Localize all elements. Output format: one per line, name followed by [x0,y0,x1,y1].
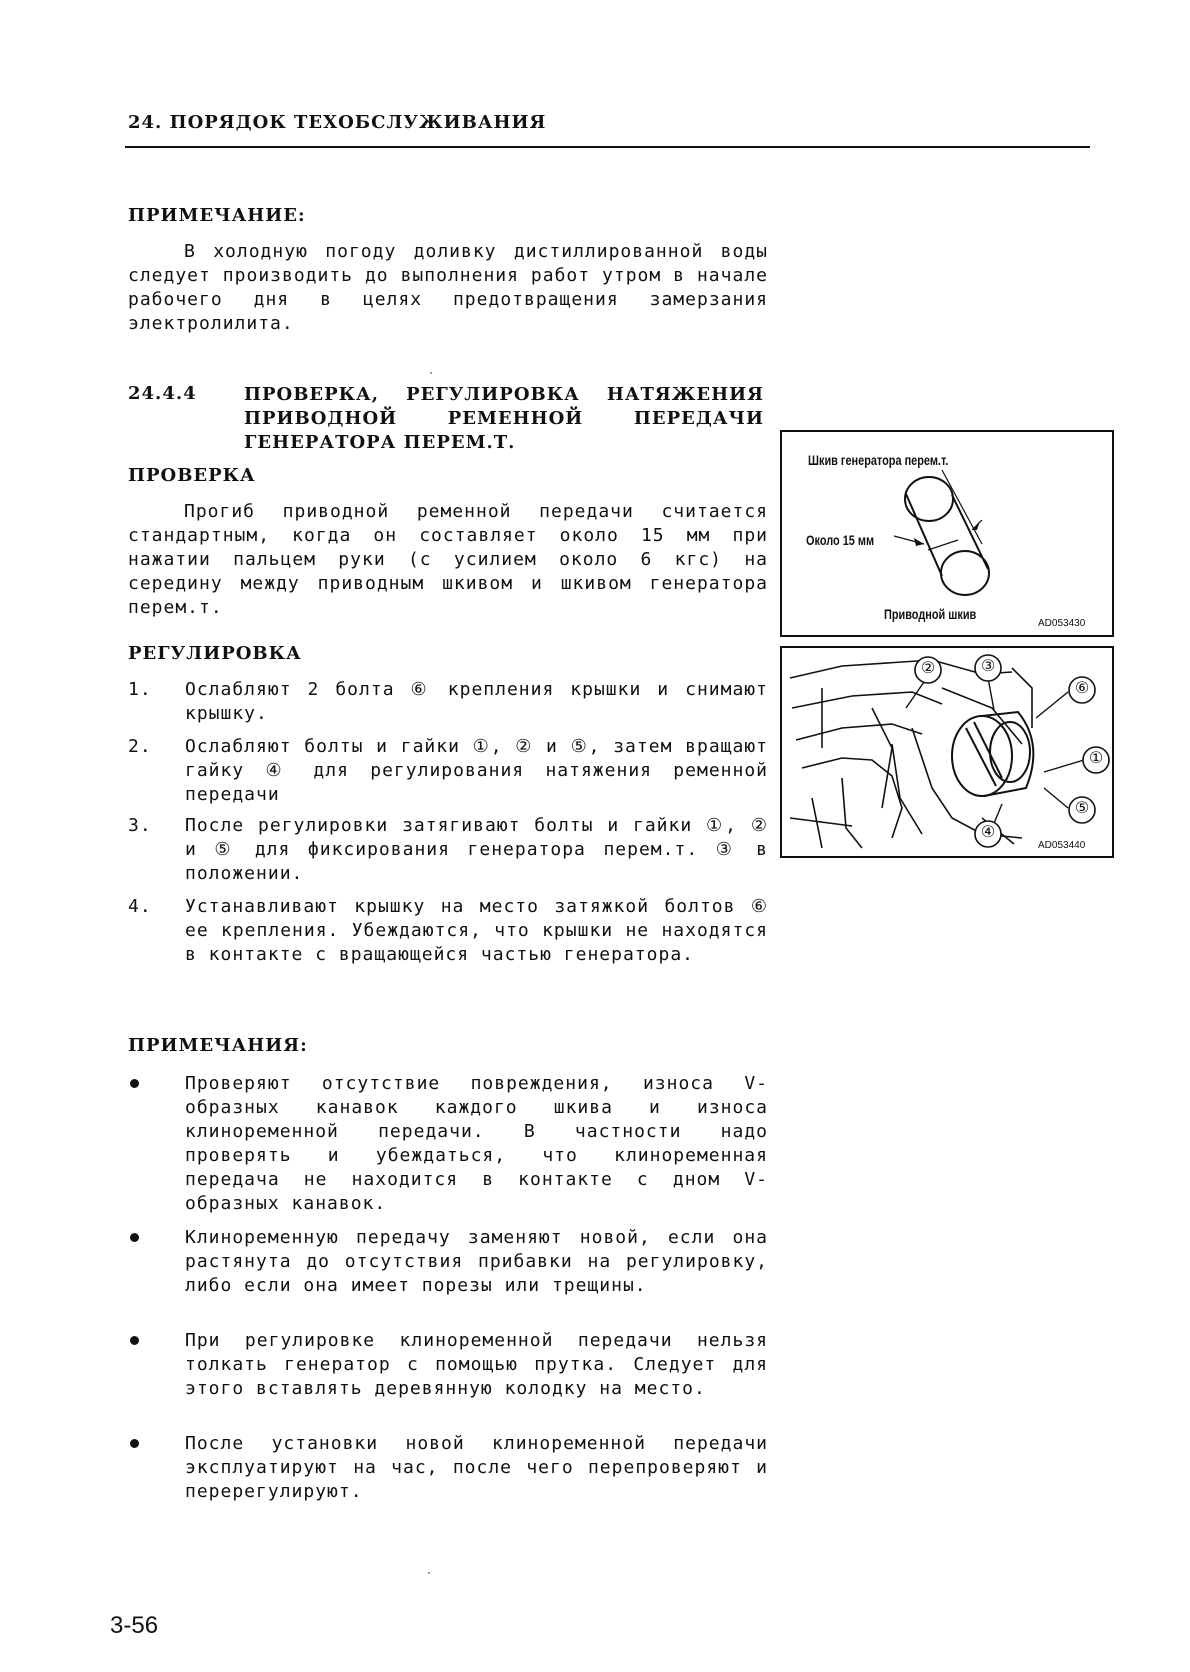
generator-pulley-label: Шкив генератора перем.т. [808,452,949,468]
bullet-text: При регулировке клиноременной передачи нельзя толкать генератор с помощью прутка. Следует для этого вставлять деревянную колодку на место. [185,1330,768,1399]
bullet-text: Проверяют отсутствие повреждения, износа V-образных канавок каждого шкива и износа клиноременной передачи. В частности надо проверять и убеждаться, что клиноременная передача не находится в контакте с дном V-образных канавок. [185,1073,768,1214]
drive-pulley-label: Приводной шкив [884,606,977,622]
alternator-mounting-figure [780,646,1114,858]
belt-left-strand [906,494,942,576]
note-text: В холодную погоду доливку дистиллированной воды следует производить до выполнения работ утром в начале рабочего дня в целях предотвращения замерзания электролилита. [128,241,768,334]
scan-speck [428,1572,430,1574]
deflection-label: Около 15 мм [806,532,875,548]
callout-1: ① [1088,750,1104,767]
step-text: После регулировки затягивают болты и гайки ①, ② и ⑤ для фиксирования генератора перем.т. ③ в положении. [185,815,768,884]
bullet-dot [130,1336,139,1345]
step-number: 2. [128,736,152,757]
bullet-dot [130,1233,139,1242]
note-heading: ПРИМЕЧАНИЕ: [128,205,306,226]
belt-deflection-figure [780,430,1114,637]
bullet-dot [130,1079,139,1088]
callout-4: ④ [980,824,996,841]
header-rule [125,146,1090,148]
step-text: Ослабляют 2 болта ⑥ крепления крышки и снимают крышку. [185,679,768,724]
deflection-line [942,470,982,544]
alternator-mounting-diagram [782,648,1112,856]
figure-code: AD053440 [1038,840,1086,851]
callout-6: ⑥ [1074,680,1090,697]
step-number: 1. [128,679,152,700]
generator-pulley-icon [905,477,953,521]
notes-heading: ПРИМЕЧАНИЯ: [128,1035,308,1056]
step-text: Ослабляют болты и гайки ①, ② и ⑤, затем вращают гайку ④ для регулирования натяжения ременной передачи [185,736,768,805]
callout-3: ③ [980,658,996,675]
section-number: 24.4.4 [128,383,197,404]
step-text: Устанавливают крышку на место затяжкой болтов ⑥ ее крепления. Убеждаются, что крышки не находятся в контакте с вращающейся частью генератора. [185,896,768,965]
callout-5: ⑤ [1074,800,1090,817]
section-title: ПРОВЕРКА, РЕГУЛИРОВКА НАТЯЖЕНИЯ ПРИВОДНОЙ РЕМЕННОЙ ПЕРЕДАЧИ ГЕНЕРАТОРА ПЕРЕМ.Т. [244,384,764,453]
bullet-text: Клиноременную передачу заменяют новой, если она растянута до отсутствия прибавки на регулировку, либо если она имеет порезы или трещины. [185,1227,768,1296]
arrowhead-icon [914,538,924,546]
bullet-text: После установки новой клиноременной передачи эксплуатируют на час, после чего перепроверяют и перерегулируют. [185,1433,768,1502]
step-number: 4. [128,896,152,917]
callout-2: ② [920,660,936,677]
check-heading: ПРОВЕРКА [128,465,256,486]
adjust-heading: РЕГУЛИРОВКА [128,643,302,664]
alternator-icon [952,712,1033,796]
arrowhead-icon [972,521,980,530]
page-number: 3-56 [110,1612,159,1639]
bullet-dot [130,1439,139,1448]
check-text: Прогиб приводной ременной передачи считается стандартным, когда он составляет около 15 мм при нажатии пальцем руки (с усилием около 6 кгс) на середину между приводным шкивом и шкивом генератора перем.т. [128,501,768,618]
figure-code: AD053430 [1038,618,1086,629]
page-header: 24. ПОРЯДОК ТЕХОБСЛУЖИВАНИЯ [128,112,547,133]
scan-speck [430,372,432,374]
step-number: 3. [128,815,152,836]
belt-right-strand [952,495,988,569]
